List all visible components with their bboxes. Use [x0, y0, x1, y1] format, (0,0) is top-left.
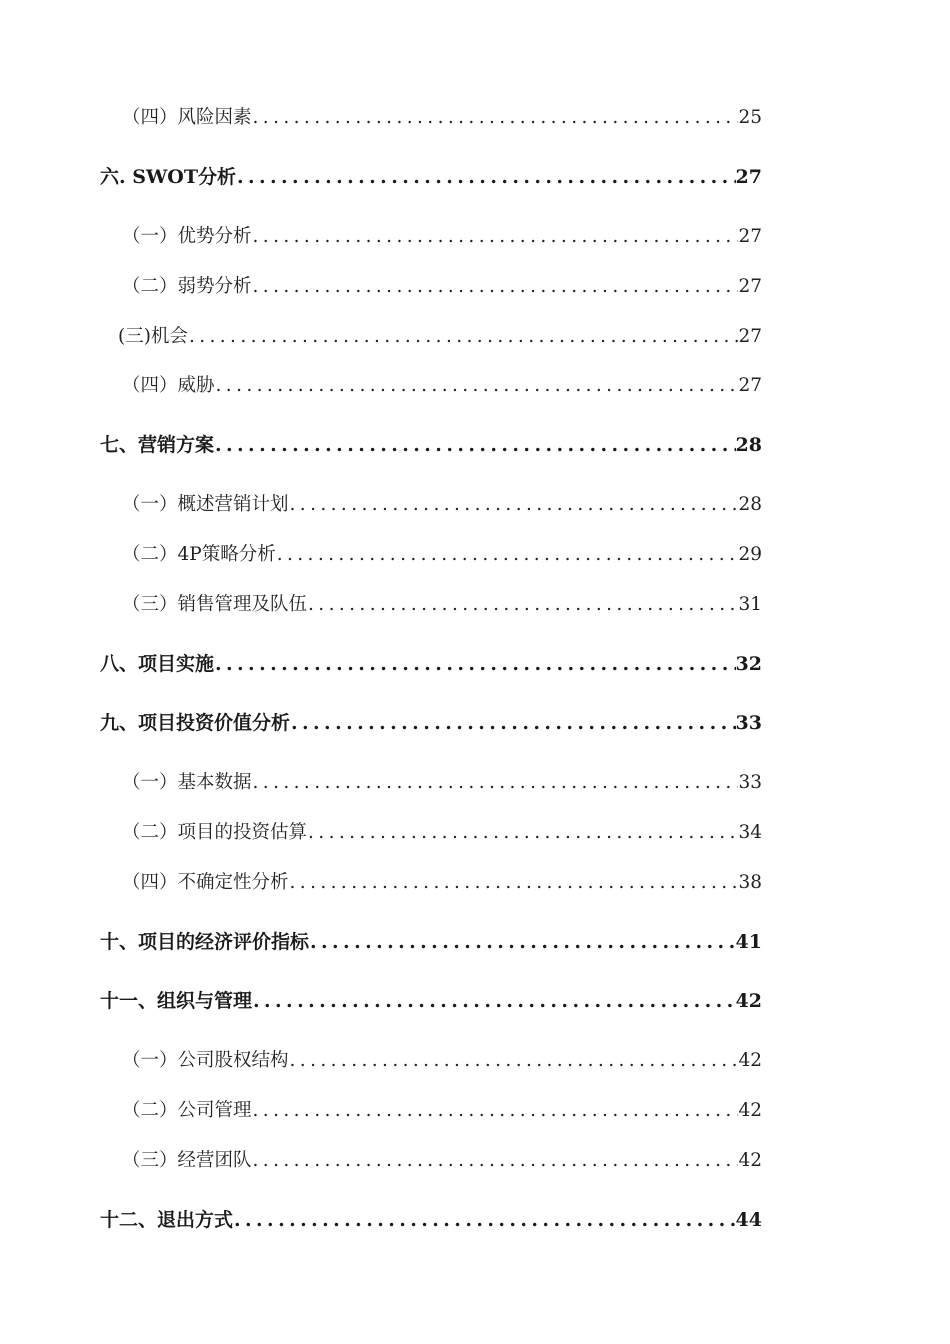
dot-leader — [188, 322, 739, 352]
toc-entry-organization-management[interactable] — [100, 986, 762, 1016]
toc-page-number: 44 — [735, 1209, 762, 1231]
toc-page-number: 42 — [735, 990, 762, 1012]
toc-entry-label: （三）经营团队 — [122, 1150, 252, 1171]
toc-entry-sales-team[interactable] — [122, 590, 762, 620]
toc-entry-label: (三)机会 — [118, 326, 188, 347]
toc-entry-label: （一）公司股权结构 — [122, 1050, 289, 1071]
toc-entry-label: （一）优势分析 — [122, 226, 252, 247]
toc-entry-label: 十一、组织与管理 — [100, 990, 253, 1012]
toc-entry-label: （二）项目的投资估算 — [122, 822, 308, 843]
toc-entry-investment-estimate[interactable] — [122, 818, 762, 848]
toc-entry-4p-strategy[interactable] — [122, 540, 762, 570]
toc-page-number: 28 — [738, 494, 762, 515]
dot-leader — [307, 590, 738, 620]
toc-entry-equity-structure[interactable] — [122, 1046, 762, 1076]
toc-page-number: 27 — [738, 276, 762, 297]
dot-leader — [214, 649, 736, 679]
toc-entry-uncertainty-analysis[interactable] — [122, 868, 762, 898]
toc-entry-label: （二）弱势分析 — [122, 276, 252, 297]
toc-entry-label: 九、项目投资价值分析 — [100, 712, 291, 734]
toc-entry-weaknesses[interactable] — [122, 272, 762, 302]
toc-entry-label: 八、项目实施 — [100, 653, 215, 675]
dot-leader — [252, 1146, 739, 1176]
toc-page-number: 27 — [738, 326, 762, 347]
toc-entry-label: 六. SWOT分析 — [100, 166, 236, 188]
toc-entry-opportunities[interactable] — [118, 322, 762, 352]
toc-entry-strengths[interactable] — [122, 222, 762, 252]
toc-entry-project-implementation[interactable] — [100, 649, 762, 679]
toc-entry-label: （二）公司管理 — [122, 1100, 252, 1121]
dot-leader — [309, 927, 736, 957]
toc-page-number: 28 — [735, 434, 762, 456]
dot-leader — [252, 222, 739, 252]
toc-entry-label: （四）威胁 — [122, 375, 215, 396]
toc-page-number: 29 — [738, 544, 762, 565]
toc-entry-exit-strategy[interactable] — [100, 1205, 762, 1235]
toc-entry-label: 十、项目的经济评价指标 — [100, 931, 310, 953]
toc-entry-management-team[interactable] — [122, 1146, 762, 1176]
toc-entry-label: （一）概述营销计划 — [122, 494, 289, 515]
dot-leader — [289, 868, 739, 898]
dot-leader — [252, 986, 736, 1016]
toc-entry-label: 十二、退出方式 — [100, 1209, 234, 1231]
dot-leader — [233, 1205, 736, 1235]
toc-entry-economic-indicators[interactable] — [100, 927, 762, 957]
dot-leader — [289, 1046, 739, 1076]
toc-entry-marketing-overview[interactable] — [122, 490, 762, 520]
toc-entry-label: （一）基本数据 — [122, 772, 252, 793]
toc-entry-risk-factors[interactable] — [122, 103, 762, 133]
dot-leader — [252, 272, 739, 302]
toc-entry-swot-analysis[interactable] — [100, 162, 762, 192]
toc-page-number: 25 — [738, 107, 762, 128]
dot-leader — [252, 768, 739, 798]
toc-page-number: 42 — [738, 1050, 762, 1071]
toc-page-number: 42 — [738, 1150, 762, 1171]
dot-leader — [236, 162, 736, 192]
dot-leader — [307, 818, 738, 848]
toc-page-number: 33 — [738, 772, 762, 793]
toc-entry-investment-value[interactable] — [100, 708, 762, 738]
toc-page-number: 31 — [738, 594, 762, 615]
toc-entry-basic-data[interactable] — [122, 768, 762, 798]
dot-leader — [214, 430, 736, 460]
toc-entry-threats[interactable] — [122, 371, 762, 401]
toc-page-number: 27 — [738, 375, 762, 396]
toc-page-number: 27 — [738, 226, 762, 247]
toc-page-number: 33 — [735, 712, 762, 734]
toc-page-number: 42 — [738, 1100, 762, 1121]
dot-leader — [252, 1096, 739, 1126]
toc-entry-label: （三）销售管理及队伍 — [122, 594, 308, 615]
dot-leader — [276, 540, 739, 570]
toc-entry-label: 七、营销方案 — [100, 434, 215, 456]
toc-page-number: 41 — [735, 931, 762, 953]
dot-leader — [252, 103, 739, 133]
toc-entry-marketing-plan[interactable] — [100, 430, 762, 460]
toc-page-number: 34 — [738, 822, 762, 843]
toc-page-number: 38 — [738, 872, 762, 893]
toc-page-number: 27 — [735, 166, 762, 188]
dot-leader — [215, 371, 739, 401]
dot-leader — [290, 708, 736, 738]
toc-page-number: 32 — [735, 653, 762, 675]
toc-entry-label: （四）不确定性分析 — [122, 872, 289, 893]
toc-entry-company-management[interactable] — [122, 1096, 762, 1126]
toc-entry-label: （二）4P策略分析 — [122, 544, 276, 565]
dot-leader — [289, 490, 739, 520]
toc-entry-label: （四）风险因素 — [122, 107, 252, 128]
